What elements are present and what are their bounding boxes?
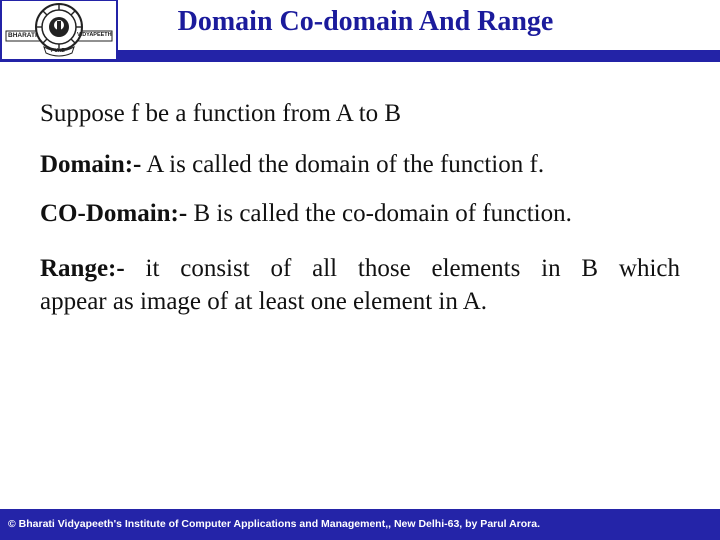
title-box bbox=[118, 0, 720, 50]
paragraph-codomain bbox=[40, 200, 680, 228]
codomain-text: B is called the co-domain of function. bbox=[187, 200, 572, 227]
paragraph-intro bbox=[40, 100, 680, 128]
paragraph-domain bbox=[40, 151, 680, 179]
logo bbox=[2, 1, 116, 59]
paragraph-intro-text: Suppose f be a function from A to B bbox=[40, 100, 402, 127]
domain-text: A is called the domain of the function f. bbox=[141, 151, 545, 178]
logo-left-text: BHARATI bbox=[8, 32, 37, 39]
domain-label: Domain:- bbox=[40, 151, 142, 178]
range-label: Range:- bbox=[40, 255, 125, 282]
logo-bottom-text: PUNE bbox=[51, 48, 65, 54]
range-line-1 bbox=[40, 252, 680, 285]
paragraph-range bbox=[40, 252, 680, 318]
slide-title: Domain Co-domain And Range bbox=[177, 6, 554, 37]
range-text: it consist of all those elements in B which bbox=[124, 255, 680, 282]
range-line-2: appear as image of at least one element in A. bbox=[40, 288, 488, 315]
codomain-label: CO-Domain:- bbox=[40, 200, 188, 227]
logo-right-text: VIDYAPEETH bbox=[77, 32, 112, 38]
footer-credit: © Bharati Vidyapeeth's Institute of Computer Applications and Management,, New Delhi-63, by Parul Arora. bbox=[8, 518, 541, 530]
footer-bar bbox=[0, 509, 720, 540]
